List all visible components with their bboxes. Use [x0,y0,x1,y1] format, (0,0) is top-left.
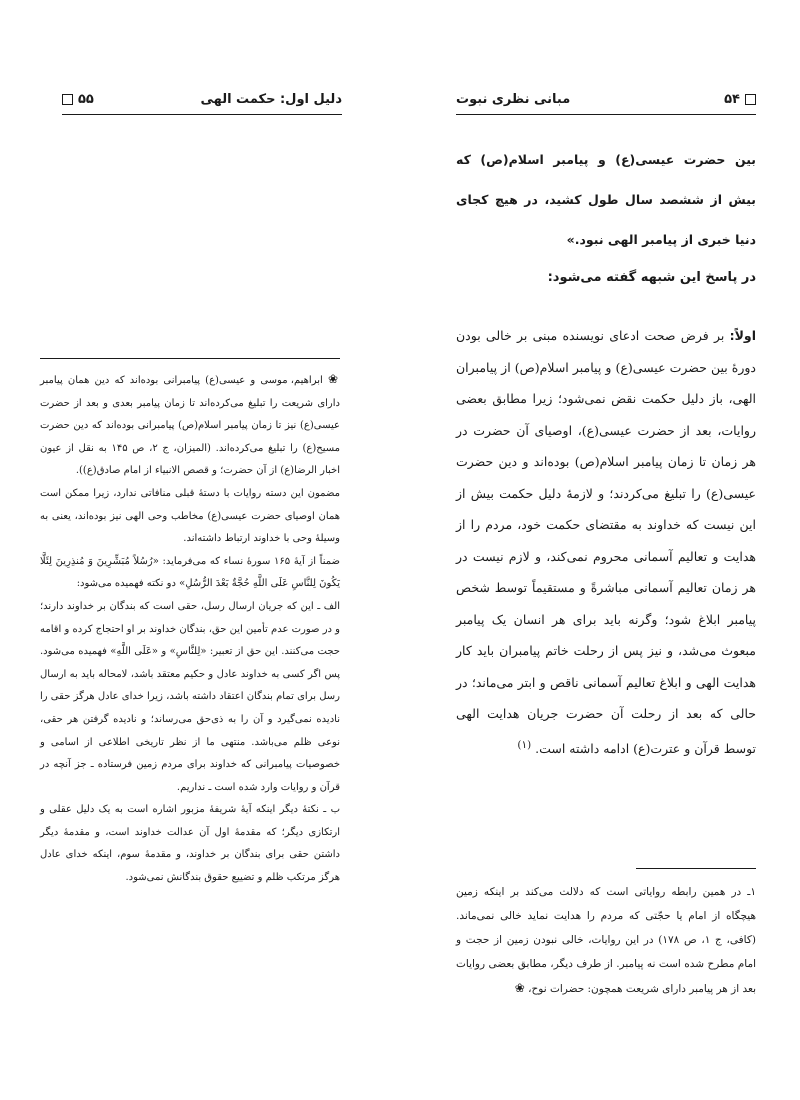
answer-heading: در پاسخ این شبهه گفته می‌شود: [547,270,756,285]
footnote-divider [636,868,756,869]
body-paragraph [456,320,756,764]
footnote-reference: (۱) [517,738,532,751]
footnote-divider [40,358,340,359]
footnote-text: ۱ـ در همین رابطه روایاتی است که دلالت می‌کند بر اینکه زمین هیچگاه از امام یا حجّتی که مردم را هدایت نماید خالی نمی‌ماند. (کافی، ج ۱، ص ۱۷۸) در این روایات، خالی نبودن زمین از حجت و امام مطرح شده است نه پیامبر. از طرف دیگر، مطابق بعضی روایات بعد از هر پیامبر دارای شریعت همچون: حضرات نوح، [456,886,756,995]
right-page-number: ۵۴ [724,91,740,107]
right-footnote [456,880,756,1001]
footnote-paragraph: ضمناً از آیهٔ ۱۶۵ سورهٔ نساء که می‌فرماید: «رُسُلاً مُبَشِّرِینَ وَ مُنذِرِینَ لِئَلَّا یَکُونَ لِلنَّاسِ عَلَى اللَّهِ حُجَّةٌ بَعْدَ الرُّسُلِ» دو نکته فهمیده می‌شود: [40,555,340,590]
left-page-title: دلیل اول: حکمت الهی [200,91,342,107]
square-icon [745,94,756,105]
body-text: بر فرض صحت ادعای نویسنده مبنی بر خالی بودن دورهٔ بین حضرت عیسی(ع) و پیامبر اسلام(ص) از پیامبران الهی، باز دلیل حکمت نقض نمی‌شود؛ زیرا مطابق بعضی روایات، بعد از حضرت عیسی(ع)، اوصیای آن حضرت در هر زمان تا زمان پیامبر اسلام(ص) بوده‌اند و دین حضرت عیسی(ع) را تبلیغ می‌کردند؛ و لازمهٔ دلیل حکمت بیش از این نیست که خداوند به مقتضای حکمت خود، مردم را از هدایت و تعالیم آسمانی محروم نمی‌کند، و لازم نیست در هر زمان تعالیم آسمانی مباشرةً و مستقیماً توسط شخص پیامبر ابلاغ شود؛ وگرنه باید برای هر انسان یک پیامبر مبعوث می‌شد، و نیز پس از رحلت خاتم پیامبران باید کار هدایت الهی و ابلاغ تعالیم آسمانی ناقص و ابتر می‌ماند؛ در حالی که بعد از رحلت آن حضرت جریان هدایت الهی توسط قرآن و عترت(ع) ادامه داشته است. [456,328,756,756]
footnote-paragraph: الف ـ این که جریان ارسال رسل، حقی است که بندگان بر خداوند دارند؛ و در صورت عدم تأمین این حق، بندگان خداوند بر او احتجاج کرده و اقامه حجت می‌کنند. این حق از تعبیر: «لِلنَّاسِ» و «عَلَى اللَّهِ» فهمیده می‌شود. پس اگر کسی به خداوند عادل و حکیم معتقد باشد، لامحاله باید به ارسال رسل برای تمام بندگان اعتقاد داشته باشد، زیرا خدای عادل هرگز حقی را نادیده نمی‌گیرد و آن را به ذی‌حق می‌رساند؛ و نادیده گرفتن هر حقی، نوعی ظلم می‌باشد. منتهی ما از نظر تاریخی اطلاعی از اسامی و خصوصیات پیامبرانی که خداوند برای مردم زمین فرستاده ـ جز آنچه در قرآن و روایات وارد شده است ـ نداریم. [40,600,340,793]
left-footnote-block [40,368,340,890]
right-page-number-group [724,92,756,107]
left-page-number-group [62,92,94,107]
footnote-paragraph: مضمون این دسته روایات با دستهٔ قبلی منافاتی ندارد، زیرا ممکن است همان اوصیای حضرت عیسی(ع) مخاطب وحی الهی نیز بوده‌اند، یعنی به وسیلهٔ وحی با خداوند ارتباط داشته‌اند. [40,487,340,545]
left-page-number: ۵۵ [78,91,94,107]
footnote-paragraph: ❀ ابراهیم، موسی و عیسی(ع) پیامبرانی بوده‌اند که دین همان پیامبر دارای شریعت را تبلیغ می‌کرده‌اند تا زمان پیامبر بعدی و بعد از حضرت عیسی(ع) نیز تا زمان پیامبر اسلام(ص) پیامبرانی بوده‌اند که دین حضرت مسیح(ع) را تبلیغ می‌کرده‌اند. (المیزان، ج ۲، ص ۱۴۵ به نقل از عیون اخبار الرضا(ع) از آن حضرت؛ و قصص الانبیاء از امام صادق(ع)). [40,372,341,477]
square-icon [62,94,73,105]
body-lead: اولاً: [729,328,756,343]
header-divider [456,114,756,115]
quoted-claim: بین حضرت عیسی(ع) و پیامبر اسلام(ص) که بیش از ششصد سال طول کشید، در هیچ کجای دنیا خبری از پیامبر الهی نبود.» [456,152,756,247]
flower-ornament-icon: ❀ [514,981,525,995]
header-divider [62,114,342,115]
right-page [400,0,800,1100]
footnote-paragraph: ب ـ نکتهٔ دیگر اینکه آیهٔ شریفهٔ مزبور اشاره است به یک دلیل عقلی و ارتکازی دیگر؛ که مقدمهٔ اول آن عدالت خداوند است، و مقدمهٔ دیگر داشتن حقی برای بندگان بر خداوند، و مقدمهٔ سوم، اینکه خدای عادل هرگز مرتکب ظلم و تضییع حقوق بندگانش نمی‌شود. [40,804,340,884]
left-page-header [62,88,342,110]
right-page-title: مبانی نظری نبوت [456,91,571,107]
right-page-header [456,88,756,110]
flower-ornament-icon: ❀ [327,372,341,386]
